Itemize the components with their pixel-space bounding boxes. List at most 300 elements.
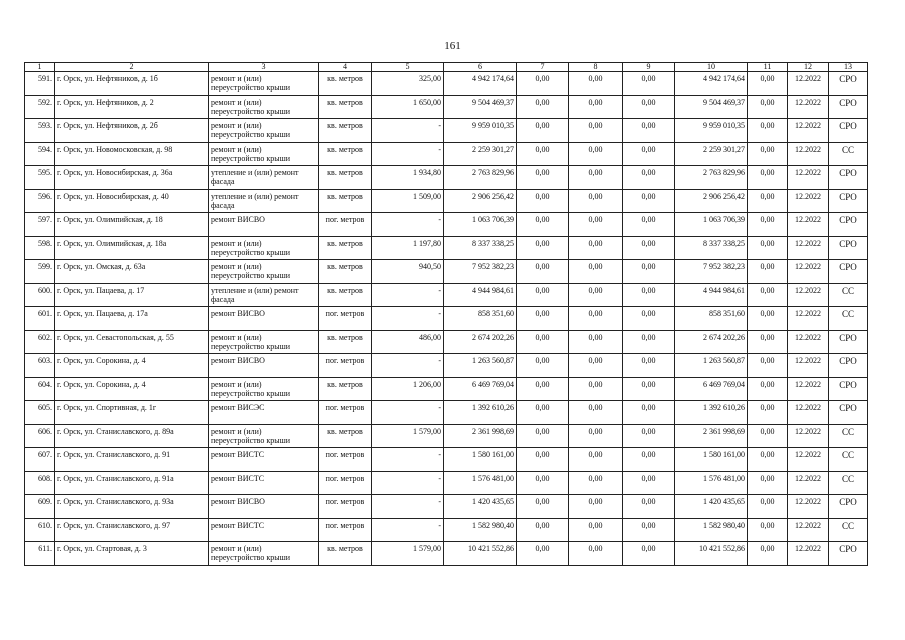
method-cell: СРО <box>829 495 868 519</box>
quantity-cell: - <box>372 354 444 378</box>
work-type-cell: утепление и (или) ремонт фасада <box>209 283 319 307</box>
total-cost-cell: 2 763 829,96 <box>444 166 517 190</box>
local-budget-cell: 0,00 <box>623 330 675 354</box>
column-header-1: 1 <box>25 63 55 72</box>
region-budget-cell: 0,00 <box>569 283 623 307</box>
row-number: 595. <box>25 166 55 190</box>
deadline-cell: 12.2022 <box>788 72 829 96</box>
total-cost-cell: 1 263 560,87 <box>444 354 517 378</box>
table-row <box>25 330 868 354</box>
other-funds-cell: 0,00 <box>748 518 788 542</box>
column-header-8: 8 <box>569 63 623 72</box>
unit-cell: кв. метров <box>319 142 372 166</box>
table-row <box>25 424 868 448</box>
local-budget-cell: 0,00 <box>623 377 675 401</box>
quantity-cell: 1 579,00 <box>372 542 444 566</box>
table-row <box>25 119 868 143</box>
table-row <box>25 354 868 378</box>
row-number: 597. <box>25 213 55 237</box>
method-cell: СС <box>829 424 868 448</box>
column-header-7: 7 <box>517 63 569 72</box>
quantity-cell: - <box>372 495 444 519</box>
method-cell: СРО <box>829 377 868 401</box>
fund-cell: 0,00 <box>517 142 569 166</box>
region-budget-cell: 0,00 <box>569 330 623 354</box>
total-cost-cell: 8 337 338,25 <box>444 236 517 260</box>
address-cell: г. Орск, ул. Новосибирская, д. 36а <box>55 166 209 190</box>
row-number: 601. <box>25 307 55 331</box>
table-row <box>25 95 868 119</box>
unit-cell: пог. метров <box>319 354 372 378</box>
work-type-cell: ремонт ВИСТС <box>209 518 319 542</box>
quantity-cell: 940,50 <box>372 260 444 284</box>
deadline-cell: 12.2022 <box>788 518 829 542</box>
row-number: 610. <box>25 518 55 542</box>
other-funds-cell: 0,00 <box>748 213 788 237</box>
column-number-row <box>25 63 868 72</box>
quantity-cell: - <box>372 283 444 307</box>
total-cost-cell: 7 952 382,23 <box>444 260 517 284</box>
local-budget-cell: 0,00 <box>623 236 675 260</box>
work-type-cell: ремонт и (или) переустройство крыши <box>209 72 319 96</box>
fund-cell: 0,00 <box>517 354 569 378</box>
deadline-cell: 12.2022 <box>788 471 829 495</box>
method-cell: СРО <box>829 260 868 284</box>
local-budget-cell: 0,00 <box>623 166 675 190</box>
deadline-cell: 12.2022 <box>788 448 829 472</box>
method-cell: СРО <box>829 542 868 566</box>
fund-cell: 0,00 <box>517 213 569 237</box>
region-budget-cell: 0,00 <box>569 471 623 495</box>
method-cell: СРО <box>829 354 868 378</box>
total-cost-cell: 9 959 010,35 <box>444 119 517 143</box>
region-budget-cell: 0,00 <box>569 401 623 425</box>
deadline-cell: 12.2022 <box>788 330 829 354</box>
address-cell: г. Орск, ул. Пацаева, д. 17 <box>55 283 209 307</box>
local-budget-cell: 0,00 <box>623 448 675 472</box>
total-cost-cell: 858 351,60 <box>444 307 517 331</box>
fund-cell: 0,00 <box>517 166 569 190</box>
work-type-cell: ремонт ВИСВО <box>209 354 319 378</box>
other-funds-cell: 0,00 <box>748 236 788 260</box>
total-cost-cell: 1 420 435,65 <box>444 495 517 519</box>
owner-funds-cell: 9 504 469,37 <box>675 95 748 119</box>
other-funds-cell: 0,00 <box>748 448 788 472</box>
local-budget-cell: 0,00 <box>623 518 675 542</box>
address-cell: г. Орск, ул. Спортивная, д. 1г <box>55 401 209 425</box>
region-budget-cell: 0,00 <box>569 72 623 96</box>
total-cost-cell: 1 063 706,39 <box>444 213 517 237</box>
work-type-cell: ремонт ВИСТС <box>209 471 319 495</box>
work-type-cell: ремонт и (или) переустройство крыши <box>209 95 319 119</box>
region-budget-cell: 0,00 <box>569 166 623 190</box>
quantity-cell: 1 509,00 <box>372 189 444 213</box>
work-type-cell: ремонт ВИСВО <box>209 213 319 237</box>
table-row <box>25 166 868 190</box>
other-funds-cell: 0,00 <box>748 95 788 119</box>
other-funds-cell: 0,00 <box>748 542 788 566</box>
work-type-cell: ремонт и (или) переустройство крыши <box>209 377 319 401</box>
address-cell: г. Орск, ул. Омская, д. 63а <box>55 260 209 284</box>
total-cost-cell: 4 944 984,61 <box>444 283 517 307</box>
row-number: 609. <box>25 495 55 519</box>
other-funds-cell: 0,00 <box>748 401 788 425</box>
address-cell: г. Орск, ул. Новосибирская, д. 40 <box>55 189 209 213</box>
unit-cell: пог. метров <box>319 518 372 542</box>
other-funds-cell: 0,00 <box>748 119 788 143</box>
total-cost-cell: 1 392 610,26 <box>444 401 517 425</box>
row-number: 600. <box>25 283 55 307</box>
unit-cell: кв. метров <box>319 119 372 143</box>
method-cell: СРО <box>829 119 868 143</box>
fund-cell: 0,00 <box>517 401 569 425</box>
row-number: 611. <box>25 542 55 566</box>
local-budget-cell: 0,00 <box>623 424 675 448</box>
row-number: 606. <box>25 424 55 448</box>
quantity-cell: - <box>372 471 444 495</box>
quantity-cell: - <box>372 119 444 143</box>
owner-funds-cell: 2 906 256,42 <box>675 189 748 213</box>
row-number: 592. <box>25 95 55 119</box>
other-funds-cell: 0,00 <box>748 424 788 448</box>
local-budget-cell: 0,00 <box>623 72 675 96</box>
owner-funds-cell: 2 763 829,96 <box>675 166 748 190</box>
fund-cell: 0,00 <box>517 189 569 213</box>
unit-cell: кв. метров <box>319 72 372 96</box>
table-row <box>25 236 868 260</box>
table-row <box>25 189 868 213</box>
deadline-cell: 12.2022 <box>788 236 829 260</box>
fund-cell: 0,00 <box>517 307 569 331</box>
row-number: 598. <box>25 236 55 260</box>
fund-cell: 0,00 <box>517 283 569 307</box>
unit-cell: пог. метров <box>319 471 372 495</box>
work-type-cell: ремонт ВИСВО <box>209 495 319 519</box>
other-funds-cell: 0,00 <box>748 330 788 354</box>
region-budget-cell: 0,00 <box>569 542 623 566</box>
table-row <box>25 377 868 401</box>
address-cell: г. Орск, ул. Станиславского, д. 91 <box>55 448 209 472</box>
address-cell: г. Орск, ул. Сорокина, д. 4 <box>55 354 209 378</box>
work-type-cell: ремонт и (или) переустройство крыши <box>209 424 319 448</box>
table-row <box>25 448 868 472</box>
work-type-cell: ремонт и (или) переустройство крыши <box>209 542 319 566</box>
work-type-cell: ремонт ВИСВО <box>209 307 319 331</box>
method-cell: СС <box>829 307 868 331</box>
table-row <box>25 260 868 284</box>
other-funds-cell: 0,00 <box>748 142 788 166</box>
page-number: 161 <box>444 40 461 52</box>
address-cell: г. Орск, ул. Олимпийская, д. 18а <box>55 236 209 260</box>
fund-cell: 0,00 <box>517 471 569 495</box>
work-type-cell: ремонт и (или) переустройство крыши <box>209 142 319 166</box>
local-budget-cell: 0,00 <box>623 471 675 495</box>
owner-funds-cell: 1 576 481,00 <box>675 471 748 495</box>
total-cost-cell: 2 906 256,42 <box>444 189 517 213</box>
table-row <box>25 542 868 566</box>
owner-funds-cell: 9 959 010,35 <box>675 119 748 143</box>
total-cost-cell: 2 361 998,69 <box>444 424 517 448</box>
region-budget-cell: 0,00 <box>569 213 623 237</box>
unit-cell: кв. метров <box>319 95 372 119</box>
deadline-cell: 12.2022 <box>788 283 829 307</box>
column-header-10: 10 <box>675 63 748 72</box>
deadline-cell: 12.2022 <box>788 424 829 448</box>
unit-cell: пог. метров <box>319 448 372 472</box>
column-header-3: 3 <box>209 63 319 72</box>
local-budget-cell: 0,00 <box>623 401 675 425</box>
other-funds-cell: 0,00 <box>748 307 788 331</box>
unit-cell: кв. метров <box>319 283 372 307</box>
method-cell: СРО <box>829 213 868 237</box>
fund-cell: 0,00 <box>517 95 569 119</box>
work-type-cell: ремонт и (или) переустройство крыши <box>209 119 319 143</box>
quantity-cell: - <box>372 213 444 237</box>
fund-cell: 0,00 <box>517 518 569 542</box>
fund-cell: 0,00 <box>517 330 569 354</box>
column-header-13: 13 <box>829 63 868 72</box>
region-budget-cell: 0,00 <box>569 236 623 260</box>
total-cost-cell: 1 582 980,40 <box>444 518 517 542</box>
table-row <box>25 471 868 495</box>
unit-cell: кв. метров <box>319 330 372 354</box>
region-budget-cell: 0,00 <box>569 142 623 166</box>
total-cost-cell: 1 580 161,00 <box>444 448 517 472</box>
quantity-cell: 486,00 <box>372 330 444 354</box>
work-type-cell: ремонт и (или) переустройство крыши <box>209 260 319 284</box>
total-cost-cell: 6 469 769,04 <box>444 377 517 401</box>
column-header-4: 4 <box>319 63 372 72</box>
unit-cell: пог. метров <box>319 213 372 237</box>
local-budget-cell: 0,00 <box>623 495 675 519</box>
method-cell: СС <box>829 142 868 166</box>
local-budget-cell: 0,00 <box>623 354 675 378</box>
work-type-cell: ремонт ВИСЭС <box>209 401 319 425</box>
method-cell: СРО <box>829 166 868 190</box>
table-row <box>25 401 868 425</box>
method-cell: СС <box>829 518 868 542</box>
fund-cell: 0,00 <box>517 260 569 284</box>
unit-cell: пог. метров <box>319 401 372 425</box>
local-budget-cell: 0,00 <box>623 307 675 331</box>
quantity-cell: 1 197,80 <box>372 236 444 260</box>
other-funds-cell: 0,00 <box>748 166 788 190</box>
address-cell: г. Орск, ул. Нефтяников, д. 2б <box>55 119 209 143</box>
deadline-cell: 12.2022 <box>788 401 829 425</box>
address-cell: г. Орск, ул. Сорокина, д. 4 <box>55 377 209 401</box>
fund-cell: 0,00 <box>517 542 569 566</box>
owner-funds-cell: 1 063 706,39 <box>675 213 748 237</box>
deadline-cell: 12.2022 <box>788 307 829 331</box>
unit-cell: кв. метров <box>319 542 372 566</box>
unit-cell: кв. метров <box>319 166 372 190</box>
column-header-11: 11 <box>748 63 788 72</box>
quantity-cell: 1 650,00 <box>372 95 444 119</box>
address-cell: г. Орск, ул. Станиславского, д. 93а <box>55 495 209 519</box>
address-cell: г. Орск, ул. Станиславского, д. 97 <box>55 518 209 542</box>
owner-funds-cell: 10 421 552,86 <box>675 542 748 566</box>
unit-cell: кв. метров <box>319 260 372 284</box>
deadline-cell: 12.2022 <box>788 189 829 213</box>
other-funds-cell: 0,00 <box>748 471 788 495</box>
total-cost-cell: 9 504 469,37 <box>444 95 517 119</box>
work-type-cell: ремонт и (или) переустройство крыши <box>209 236 319 260</box>
row-number: 596. <box>25 189 55 213</box>
method-cell: СРО <box>829 72 868 96</box>
column-header-5: 5 <box>372 63 444 72</box>
total-cost-cell: 2 259 301,27 <box>444 142 517 166</box>
other-funds-cell: 0,00 <box>748 495 788 519</box>
deadline-cell: 12.2022 <box>788 213 829 237</box>
unit-cell: пог. метров <box>319 495 372 519</box>
table-row <box>25 518 868 542</box>
local-budget-cell: 0,00 <box>623 142 675 166</box>
deadline-cell: 12.2022 <box>788 495 829 519</box>
fund-cell: 0,00 <box>517 119 569 143</box>
unit-cell: кв. метров <box>319 236 372 260</box>
owner-funds-cell: 2 674 202,26 <box>675 330 748 354</box>
column-header-2: 2 <box>55 63 209 72</box>
table-row <box>25 72 868 96</box>
local-budget-cell: 0,00 <box>623 542 675 566</box>
address-cell: г. Орск, ул. Нефтяников, д. 1б <box>55 72 209 96</box>
region-budget-cell: 0,00 <box>569 448 623 472</box>
other-funds-cell: 0,00 <box>748 260 788 284</box>
owner-funds-cell: 6 469 769,04 <box>675 377 748 401</box>
unit-cell: кв. метров <box>319 377 372 401</box>
column-header-6: 6 <box>444 63 517 72</box>
fund-cell: 0,00 <box>517 448 569 472</box>
local-budget-cell: 0,00 <box>623 189 675 213</box>
quantity-cell: - <box>372 448 444 472</box>
owner-funds-cell: 1 420 435,65 <box>675 495 748 519</box>
region-budget-cell: 0,00 <box>569 495 623 519</box>
row-number: 599. <box>25 260 55 284</box>
deadline-cell: 12.2022 <box>788 354 829 378</box>
fund-cell: 0,00 <box>517 72 569 96</box>
owner-funds-cell: 1 582 980,40 <box>675 518 748 542</box>
other-funds-cell: 0,00 <box>748 189 788 213</box>
work-type-cell: утепление и (или) ремонт фасада <box>209 166 319 190</box>
method-cell: СРО <box>829 330 868 354</box>
region-budget-cell: 0,00 <box>569 119 623 143</box>
deadline-cell: 12.2022 <box>788 166 829 190</box>
local-budget-cell: 0,00 <box>623 95 675 119</box>
region-budget-cell: 0,00 <box>569 377 623 401</box>
region-budget-cell: 0,00 <box>569 260 623 284</box>
owner-funds-cell: 8 337 338,25 <box>675 236 748 260</box>
quantity-cell: 1 934,80 <box>372 166 444 190</box>
fund-cell: 0,00 <box>517 377 569 401</box>
owner-funds-cell: 858 351,60 <box>675 307 748 331</box>
deadline-cell: 12.2022 <box>788 119 829 143</box>
method-cell: СРО <box>829 189 868 213</box>
owner-funds-cell: 2 259 301,27 <box>675 142 748 166</box>
address-cell: г. Орск, ул. Станиславского, д. 89а <box>55 424 209 448</box>
region-budget-cell: 0,00 <box>569 518 623 542</box>
work-type-cell: ремонт ВИСТС <box>209 448 319 472</box>
unit-cell: кв. метров <box>319 189 372 213</box>
method-cell: СРО <box>829 236 868 260</box>
row-number: 605. <box>25 401 55 425</box>
row-number: 608. <box>25 471 55 495</box>
table-row <box>25 283 868 307</box>
column-header-9: 9 <box>623 63 675 72</box>
row-number: 602. <box>25 330 55 354</box>
work-type-cell: ремонт и (или) переустройство крыши <box>209 330 319 354</box>
fund-cell: 0,00 <box>517 236 569 260</box>
other-funds-cell: 0,00 <box>748 72 788 96</box>
quantity-cell: - <box>372 142 444 166</box>
table-row <box>25 142 868 166</box>
owner-funds-cell: 4 944 984,61 <box>675 283 748 307</box>
local-budget-cell: 0,00 <box>623 260 675 284</box>
quantity-cell: - <box>372 401 444 425</box>
table-row <box>25 307 868 331</box>
owner-funds-cell: 4 942 174,64 <box>675 72 748 96</box>
quantity-cell: 325,00 <box>372 72 444 96</box>
address-cell: г. Орск, ул. Станиславского, д. 91а <box>55 471 209 495</box>
row-number: 604. <box>25 377 55 401</box>
owner-funds-cell: 7 952 382,23 <box>675 260 748 284</box>
method-cell: СРО <box>829 401 868 425</box>
total-cost-cell: 4 942 174,64 <box>444 72 517 96</box>
deadline-cell: 12.2022 <box>788 142 829 166</box>
other-funds-cell: 0,00 <box>748 377 788 401</box>
region-budget-cell: 0,00 <box>569 354 623 378</box>
total-cost-cell: 2 674 202,26 <box>444 330 517 354</box>
deadline-cell: 12.2022 <box>788 95 829 119</box>
deadline-cell: 12.2022 <box>788 542 829 566</box>
table-row <box>25 213 868 237</box>
address-cell: г. Орск, ул. Стартовая, д. 3 <box>55 542 209 566</box>
table-row <box>25 495 868 519</box>
quantity-cell: - <box>372 307 444 331</box>
fund-cell: 0,00 <box>517 495 569 519</box>
address-cell: г. Орск, ул. Новомосковская, д. 98 <box>55 142 209 166</box>
repair-register-table <box>24 62 868 566</box>
method-cell: СС <box>829 448 868 472</box>
total-cost-cell: 10 421 552,86 <box>444 542 517 566</box>
unit-cell: кв. метров <box>319 424 372 448</box>
region-budget-cell: 0,00 <box>569 424 623 448</box>
deadline-cell: 12.2022 <box>788 377 829 401</box>
fund-cell: 0,00 <box>517 424 569 448</box>
other-funds-cell: 0,00 <box>748 354 788 378</box>
column-header-12: 12 <box>788 63 829 72</box>
region-budget-cell: 0,00 <box>569 95 623 119</box>
local-budget-cell: 0,00 <box>623 119 675 143</box>
row-number: 607. <box>25 448 55 472</box>
owner-funds-cell: 1 392 610,26 <box>675 401 748 425</box>
local-budget-cell: 0,00 <box>623 213 675 237</box>
method-cell: СС <box>829 283 868 307</box>
total-cost-cell: 1 576 481,00 <box>444 471 517 495</box>
method-cell: СС <box>829 471 868 495</box>
owner-funds-cell: 2 361 998,69 <box>675 424 748 448</box>
address-cell: г. Орск, ул. Севастопольская, д. 55 <box>55 330 209 354</box>
other-funds-cell: 0,00 <box>748 283 788 307</box>
row-number: 603. <box>25 354 55 378</box>
address-cell: г. Орск, ул. Нефтяников, д. 2 <box>55 95 209 119</box>
quantity-cell: - <box>372 518 444 542</box>
owner-funds-cell: 1 263 560,87 <box>675 354 748 378</box>
address-cell: г. Орск, ул. Олимпийская, д. 18 <box>55 213 209 237</box>
unit-cell: пог. метров <box>319 307 372 331</box>
row-number: 594. <box>25 142 55 166</box>
work-type-cell: утепление и (или) ремонт фасада <box>209 189 319 213</box>
quantity-cell: 1 206,00 <box>372 377 444 401</box>
